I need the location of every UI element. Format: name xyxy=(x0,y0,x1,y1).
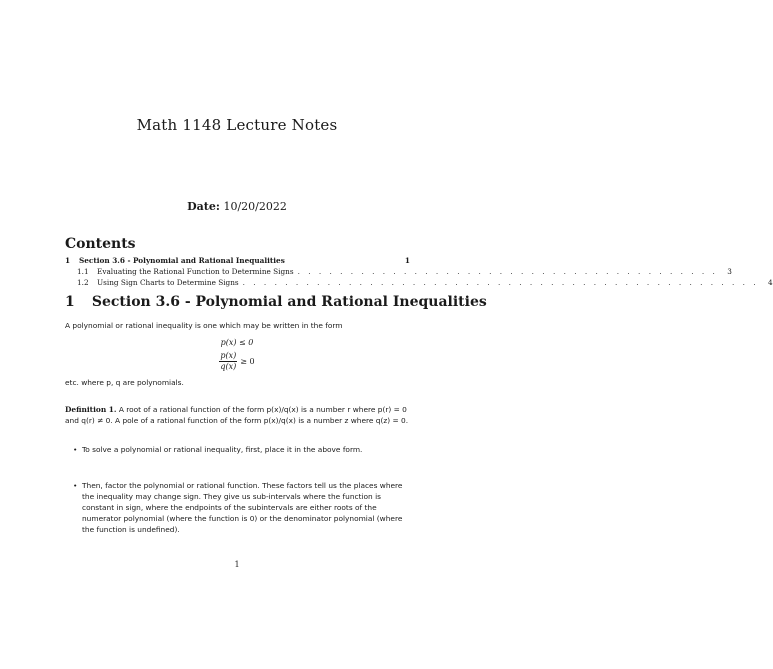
fraction-denominator: q(x) xyxy=(220,362,237,371)
toc-entry-number: 1.1 xyxy=(77,267,89,276)
toc-entry-page: 1 xyxy=(404,256,410,265)
section-title: Section 3.6 - Polynomial and Rational Inequalities xyxy=(91,294,487,310)
bullet-item xyxy=(73,444,408,455)
document-date xyxy=(0,200,474,213)
definition-block xyxy=(65,404,410,426)
section-number: 1 xyxy=(65,294,75,310)
toc-entry-label: Section 3.6 - Polynomial and Rational Inequalities xyxy=(79,256,285,265)
toc-entry-page: 4 xyxy=(768,278,773,287)
fraction-numerator: p(x) xyxy=(220,351,237,360)
document-title: Math 1148 Lecture Notes xyxy=(136,116,338,134)
toc-entry-number: 1.2 xyxy=(77,278,89,287)
page-number: 1 xyxy=(234,560,240,569)
bullet-text: To solve a polynomial or rational inequality, first, place it in the above form. xyxy=(82,445,363,454)
inequality-equation-2 xyxy=(0,351,474,372)
rational-fraction xyxy=(219,351,237,372)
toc-entry-number: 1 xyxy=(65,256,71,265)
toc-entry-label: Using Sign Charts to Determine Signs xyxy=(97,278,239,287)
toc-leader: . . . . . . . . . . . . . . . . . . . . . . . . . . . . . . . . . . . . . . . . xyxy=(297,267,718,276)
bullet-item xyxy=(73,480,408,535)
bullet-marker: • xyxy=(73,481,78,490)
toc-leader: . . . . . . . . . . . . . . . . . . . . . . . . . . . . . . . . . . . . . . . . . . . . . . . . . xyxy=(242,278,759,287)
contents-heading: Contents xyxy=(65,236,136,252)
toc-entry-section-1-1[interactable] xyxy=(65,267,732,276)
toc-entry-section-1-2[interactable] xyxy=(65,278,773,287)
toc-entry-label: Evaluating the Rational Function to Determine Signs xyxy=(97,267,294,276)
toc-entry-page: 3 xyxy=(727,267,732,276)
after-equations-text: etc. where p, q are polynomials. xyxy=(65,378,184,387)
definition-text: A root of a rational function of the form p(x)/q(x) is a number r where p(r) = 0 and q(r) ≠ 0. A pole of a rational function of the form p(x)/q(x) is a number z where q(z) = 0. xyxy=(65,405,409,425)
bullet-marker: • xyxy=(73,445,78,454)
date-value: 10/20/2022 xyxy=(223,200,287,213)
section-heading xyxy=(65,294,487,310)
date-label: Date: xyxy=(187,200,220,213)
inequality-equation-1: p(x) ≤ 0 xyxy=(220,338,254,347)
toc-entry-section-1[interactable] xyxy=(65,256,410,265)
intro-paragraph: A polynomial or rational inequality is one which may be written in the form xyxy=(65,321,343,330)
definition-label: Definition 1. xyxy=(65,405,117,414)
bullet-text: Then, factor the polynomial or rational function. These factors tell us the places where the inequality may change sign. They give us sub-intervals where the function is constant in sign, where the endpoints of the subintervals are either roots of the numerator polynomial (where the function is 0) or the denominator polynomial (where the function is undefined). xyxy=(82,481,403,534)
fraction-relation: ≥ 0 xyxy=(240,357,255,366)
